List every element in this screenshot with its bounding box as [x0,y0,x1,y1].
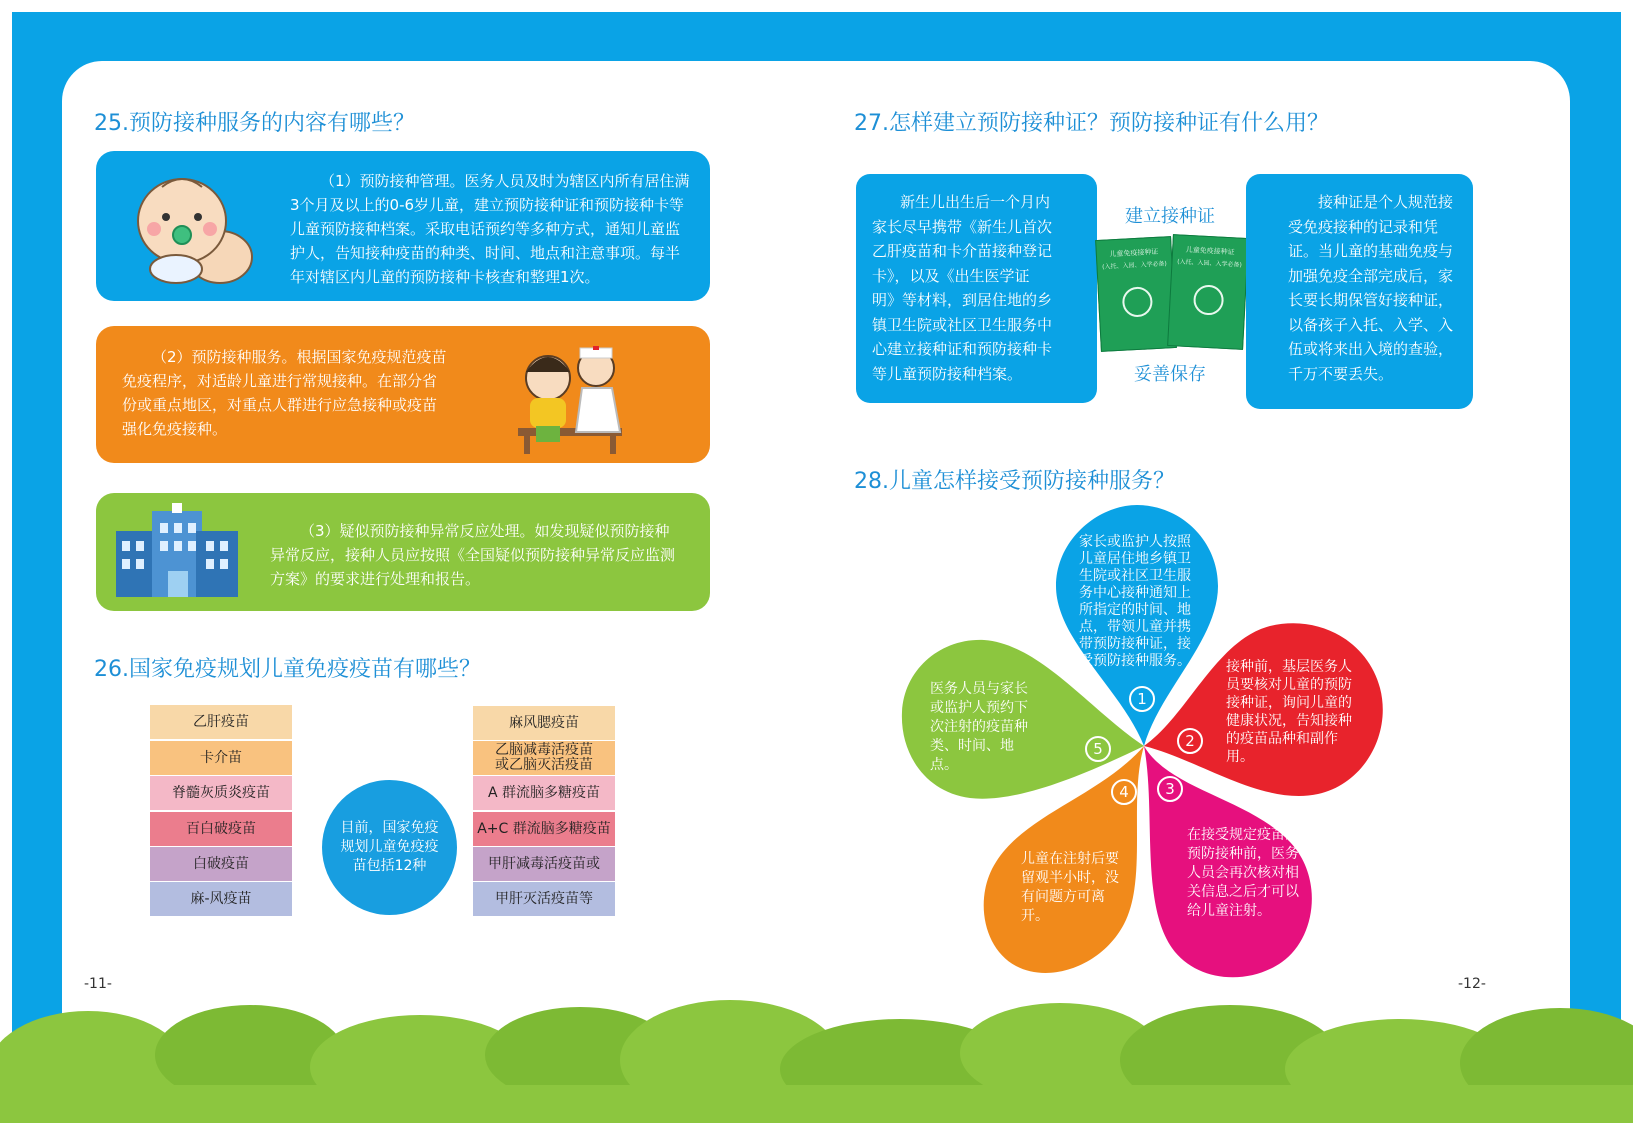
bottom-hills-decoration [0,985,1633,1123]
step-2-line: 的疫苗品种和副作 [1226,731,1338,747]
step-3-text [1187,826,1312,921]
vaccine-item: 麻风腮疫苗 [473,706,615,740]
step-3-line: 在接受规定疫苗的 [1187,827,1299,843]
service-item-1-line: 年对辖区内儿童的预防接种卡核查和整理1次。 [290,268,600,286]
step-1-line: 点，带领儿童并携 [1079,619,1191,635]
certificate-book-subtitle: (入托、入园、入学必备) [1177,258,1242,269]
certificate-logo-icon [1193,284,1225,316]
use-card-line: 受免疫接种的记录和凭 [1288,217,1439,236]
step-4-line: 开。 [1021,908,1049,924]
step-4-line: 儿童在注射后要 [1021,851,1119,867]
service-item-1-line: 护人，告知接种疫苗的种类、时间、地点和注意事项。每半 [290,244,681,262]
step-1-line: 带预防接种证，接 [1079,636,1191,652]
certificate-book-title: 儿童免疫接种证 [1109,247,1159,259]
certificate-book [1095,236,1177,352]
step-number-5: 5 [1085,736,1111,762]
vaccine-item: 乙肝疫苗 [150,705,292,739]
use-card-line: 证。当儿童的基础免疫与 [1288,242,1454,260]
vaccine-item: 脊髓灰质炎疫苗 [150,776,292,810]
create-card-line: 乙肝疫苗和卡介苗接种登记 [872,242,1053,260]
create-certificate-label: 建立接种证 [1125,206,1215,227]
vaccine-item: 白破疫苗 [150,847,292,881]
step-number-1: 1 [1129,686,1155,712]
step-4-text [1021,850,1131,926]
use-card-line: 长要长期保管好接种证， [1288,291,1454,309]
service-item-1-line: 儿童预防接种档案。采取电话预约等多种方式，通知儿童监 [290,220,681,238]
create-card-line: 心建立接种证和预防接种卡 [872,340,1053,358]
vaccine-item: 麻-风疫苗 [150,882,292,916]
step-1-line: 生院或社区卫生服 [1079,568,1191,584]
step-2-line: 用。 [1226,749,1254,765]
certificate-book-title: 儿童免疫接种证 [1185,245,1235,257]
vaccine-count-circle: 目前，国家免疫规划儿童免疫疫苗包括12种 [322,780,457,915]
create-card-line: 新生儿出生后一个月内 [900,193,1051,211]
use-card-line: 加强免疫全部完成后，家 [1288,266,1454,285]
step-3-line: 关信息之后才可以 [1187,884,1299,900]
create-card-line: 明》等材料，到居住地的乡 [872,291,1053,309]
step-5-line: 点。 [930,757,958,773]
service-item-3 [96,493,710,611]
step-3-line: 预防接种前，医务 [1187,846,1299,862]
step-1-line: 儿童居住地乡镇卫 [1079,551,1191,567]
create-card-line: 家长尽早携带《新生儿首次 [872,217,1053,236]
hospital-illustration [116,501,240,599]
step-number-3: 3 [1157,776,1183,802]
use-card-line: 伍或将来出入境的查验， [1288,340,1454,358]
step-5-line: 类、时间、地 [930,738,1014,754]
step-4-line: 留观半小时，没 [1021,870,1119,886]
service-item-1-line: （1）预防接种管理。医务人员及时为辖区内所有居住满 [320,172,690,190]
service-item-2-line: 强化免疫接种。 [122,420,228,438]
create-card-line: 卡》，以及《出生医学证 [872,266,1030,285]
service-item-2-line: （2）预防接种服务。根据国家免疫规范疫苗 [152,348,447,366]
vaccine-item: 乙脑减毒活疫苗 或乙脑灭活疫苗 [473,741,615,775]
step-4-line: 有问题方可离 [1021,889,1105,905]
service-item-3-line: 异常反应，接种人员应按照《全国疑似预防接种异常反应监测 [270,546,676,564]
section-28-title: 28.儿童怎样接受预防接种服务？ [854,469,1175,494]
step-1-text [1079,534,1197,670]
baby-illustration [132,169,258,287]
service-item-2-line: 免疫程序，对适龄儿童进行常规接种。在部分省 [122,372,438,390]
step-2-line: 接种证，询问儿童的 [1226,695,1352,711]
step-2-line: 员要核对儿童的预防 [1226,677,1352,693]
certificate-create-card [856,174,1097,403]
certificate-book-subtitle: (入托、入园、入学必备) [1102,260,1167,271]
service-item-2-line: 份或重点地区，对重点人群进行应急接种或疫苗 [122,396,438,414]
step-2-line: 接种前，基层医务人 [1226,659,1352,675]
step-5-line: 次注射的疫苗种 [930,719,1028,735]
step-3-line: 人员会再次核对相 [1187,865,1299,881]
vaccine-item: 卡介苗 [150,741,292,775]
page-number-left: -11- [84,976,112,992]
step-2-line: 健康状况，告知接种 [1226,713,1352,729]
section-25-title: 25.预防接种服务的内容有哪些？ [94,111,415,136]
page-number-right: -12- [1458,976,1486,992]
vaccine-item: A 群流脑多糖疫苗 [473,776,615,810]
step-number-4: 4 [1111,779,1137,805]
step-2-text [1226,658,1366,766]
vaccine-item: 甲肝减毒活疫苗或 [473,847,615,881]
section-26-title: 26.国家免疫规划儿童免疫疫苗有哪些？ [94,657,481,682]
certificate-use-card [1246,174,1473,409]
service-item-1-line: 3个月及以上的0-6岁儿童，建立预防接种证和预防接种卡等 [290,196,685,214]
step-1-line: 务中心接种通知上 [1079,585,1191,601]
use-card-line: 千万不要丢失。 [1288,364,1394,383]
step-5-line: 或监护人预约下 [930,700,1028,716]
service-item-2 [96,326,710,463]
service-item-3-line: （3）疑似预防接种异常反应处理。如发现疑似预防接种 [300,522,670,540]
vaccine-item: A+C 群流脑多糖疫苗 [473,812,615,846]
use-card-line: 以备孩子入托、入学、入 [1288,315,1454,334]
keep-safe-label: 妥善保存 [1134,364,1206,385]
step-5-text [930,680,1040,775]
create-card-line: 等儿童预防接种档案。 [872,364,1023,383]
certificate-logo-icon [1122,286,1154,318]
certificate-book [1167,234,1249,350]
service-item-1 [96,151,710,301]
step-3-line: 给儿童注射。 [1187,903,1271,919]
vaccine-item: 百白破疫苗 [150,812,292,846]
step-1-line: 所指定的时间、地 [1079,602,1191,618]
use-card-line: 接种证是个人规范接 [1318,193,1454,211]
nurse-child-illustration [512,332,644,458]
create-card-line: 镇卫生院或社区卫生服务中 [872,315,1053,334]
step-1-line: 家长或监护人按照 [1079,534,1191,550]
step-5-line: 医务人员与家长 [930,681,1028,697]
service-item-3-line: 方案》的要求进行处理和报告。 [270,570,481,588]
vaccine-item: 甲肝灭活疫苗等 [473,882,615,916]
step-number-2: 2 [1177,728,1203,754]
step-1-line: 受预防接种服务。 [1079,653,1191,669]
section-27-title: 27.怎样建立预防接种证？预防接种证有什么用？ [854,111,1329,136]
